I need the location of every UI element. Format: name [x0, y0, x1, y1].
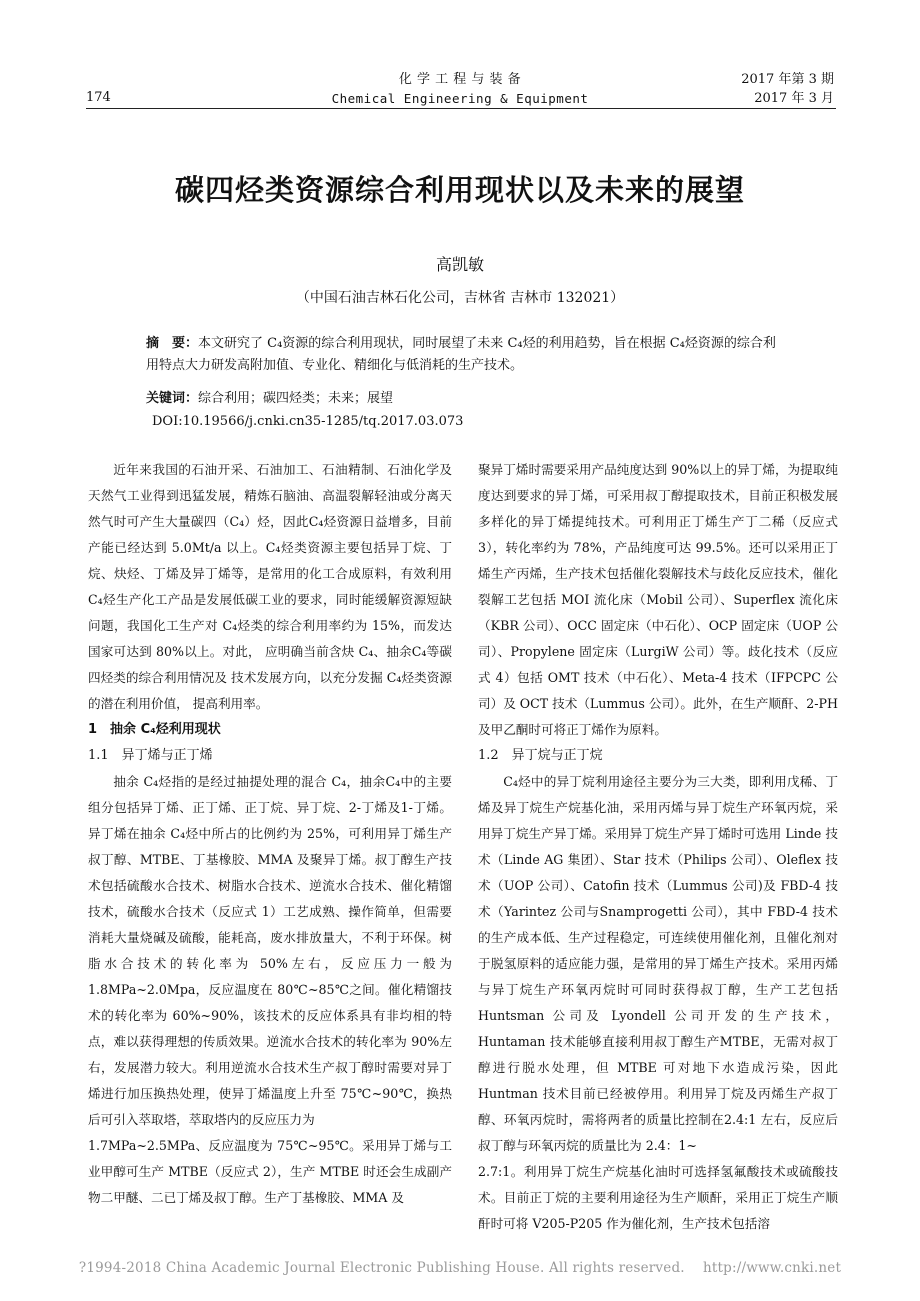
- abstract: [146, 333, 776, 377]
- author-name: 高凯敏: [435, 255, 484, 274]
- subsection-heading-1-2: 1.2 异丁烷与正丁烷: [478, 748, 603, 763]
- author-affiliation: （中国石油吉林石化公司，吉林省 吉林市 132021）: [295, 290, 625, 306]
- abstract-text: 本文研究了 C₄资源的综合利用现状，同时展望了未来 C₄烃的利用趋势，旨在根据 C₄烃资源的综合利用特点大力研发高附加值、专业化、精细化与低消耗的生产技术。: [146, 336, 776, 373]
- issue-date: 2017 年 3 月: [754, 91, 834, 106]
- intro-paragraph: 近年来我国的石油开采、石油加工、石油精制、石油化学及天然气工业得到迅猛发展，精炼石脑油、高温裂解轻油或分离天然气时可产生大量碳四（C₄）烃，因此C₄烃资源日益增多，目前产能已经达到 5.0Mt/a 以上。C₄烃类资源主要包括异丁烷、丁烷、炔烃、丁烯及异丁烯等，是常用的化工合成原料，有效利用 C₄烃生产化工产品是发展低碳工业的要求，同时能缓解资源短缺问题，我国化工生产对 C₄烃类的综合利用率约为 15%，而发达国家可达到 80%以上。对此， 应明确当前含炔 C₄、抽余C₄等碳四烃类的综合利用情况及 技术发展方向，以充分发掘 C₄烃类资源的潜在利用价值， 提高利用率。: [88, 462, 452, 711]
- journal-title-cn: 化 学 工 程 与 装 备: [398, 72, 522, 87]
- keywords-label: 关键词：: [146, 391, 199, 406]
- page-number: 174: [86, 90, 111, 105]
- abstract-label: 摘 要：: [146, 336, 199, 351]
- subsection-heading-1-1: 1.1 异丁烯与正丁烯: [88, 748, 213, 763]
- issue-number: 2017 年第 3 期: [741, 72, 834, 87]
- right-column: [478, 457, 838, 1237]
- paragraph-1-1: 抽余 C₄烃指的是经过抽提处理的混合 C₄，抽余C₄中的主要组分包括异丁烯、正丁烯、正丁烷、异丁烷、2-丁烯及1-丁烯。异丁烯在抽余 C₄烃中所占的比例约为 25%，可利用异丁烯生产叔丁醇、MTBE、丁基橡胶、MMA 及聚异丁烯。叔丁醇生产技术包括硫酸水合技术、树脂水合技术、逆流水合技术、催化精馏技术，硫酸水合技术（反应式 1）工艺成熟、操作简单，但需要消耗大量烧碱及硫酸，能耗高，废水排放量大，不利于环保。树脂水合技术的转化率为 50%左右，反应压力一般为 1.8MPa~2.0Mpa，反应温度在 80℃~85℃之间。催化精馏技术的转化率为 60%~90%，该技术的反应体系具有非均相的特点，难以获得理想的传质效果。逆流水合技术的转化率为 90%左右，发展潜力较大。利用逆流水合技术生产叔丁醇时需要对异丁烯进行加压换热处理，使异丁烯温度上升至 75℃~90℃，换热后可引入萃取塔，萃取塔内的反应压力为: [88, 774, 452, 1127]
- article-title: 碳四烃类资源综合利用现状以及未来的展望: [174, 173, 745, 207]
- left-column: [88, 457, 452, 1211]
- paragraph-1-2: C₄烃中的异丁烷利用途径主要分为三大类，即利用戊稀、丁烯及异丁烷生产烷基化油，采用丙烯与异丁烷生产环氧丙烷，采用异丁烷生产异丁烯。采用异丁烷生产异丁烯时可选用 Linde 技术（Linde AG 集团）、Star 技术（Philips 公司）、Oleflex 技术（UOP 公司）、Catofin 技术（Lummus 公司)及 FBD-4 技术（Yarintez 公司与Snamprogetti 公司），其中 FBD-4 技术的生产成本低、生产过程稳定，可连续使用催化剂，且催化剂对于脱氢原料的适应能力强，是常用的异丁烯生产技术。采用丙烯与异丁烷生产环氧丙烷时可同时获得叔丁醇，生产工艺包括 Huntsman 公司及 Lyondell 公司开发的生产技术，Huntaman 技术能够直接利用叔丁醇生产MTBE，无需对叔丁醇进行脱水处理，但 MTBE 可对地下水造成污染，因此 Huntman 技术目前已经被停用。利用异丁烷及丙烯生产叔丁醇、环氧丙烷时，需将两者的质量比控制在2.4:1 左右，反应后叔丁醇与环氧丙烷的质量比为 2.4：1~: [478, 774, 838, 1153]
- paragraph-1-1-cont: 1.7MPa~2.5MPa、反应温度为 75℃~95℃。采用异丁烯与工业甲醇可生产 MTBE（反应式 2），生产 MTBE 时还会生成副产物二甲醚、二已丁烯及叔丁醇。生产丁基橡胶、MMA 及: [88, 1138, 452, 1205]
- keywords-text: 综合利用；碳四烃类；未来；展望: [198, 391, 394, 406]
- paragraph-1-1-cont-right: 聚异丁烯时需要采用产品纯度达到 90%以上的异丁烯，为提取纯度达到要求的异丁烯，可采用叔丁醇提取技术，目前正积极发展多样化的异丁烯提纯技术。可利用正丁烯生产丁二稀（反应式 3），转化率约为 78%，产品纯度可达 99.5%。还可以采用正丁烯生产丙烯，生产技术包括催化裂解技术与歧化反应技术，催化裂解工艺包括 MOI 流化床（Mobil 公司）、Superflex 流化床（KBR 公司）、OCC 固定床（中石化）、OCP 固定床（UOP 公司）、Propylene 固定床（LurgiW 公司）等。歧化技术（反应式 4）包括 OMT 技术（中石化）、Meta-4 技术（IFPCPC 公司）及 OCT 技术（Lummus 公司）。此外，在生产顺酐、2-PH 及甲乙酮时可将正丁烯作为原料。: [478, 462, 839, 737]
- paragraph-1-2-cont: 2.7:1。利用异丁烷生产烷基化油时可选择氢氟酸技术或硫酸技术。目前正丁烷的主要利用途径为生产顺酐，采用正丁烷生产顺酐时可将 V205-P205 作为催化剂，生产技术包括溶: [478, 1164, 838, 1231]
- section-heading-1: 1 抽余 C₄烃利用现状: [88, 722, 221, 737]
- doi: DOI:10.19566/j.cnki.cn35-1285/tq.2017.03.073: [152, 414, 464, 429]
- keywords: [146, 387, 393, 406]
- copyright-footer: ?1994-2018 China Academic Journal Electronic Publishing House. All rights reserved. http://www.cnki.net: [78, 1260, 842, 1276]
- header-rule: [86, 108, 836, 109]
- journal-title-en: Chemical Engineering & Equipment: [331, 91, 589, 106]
